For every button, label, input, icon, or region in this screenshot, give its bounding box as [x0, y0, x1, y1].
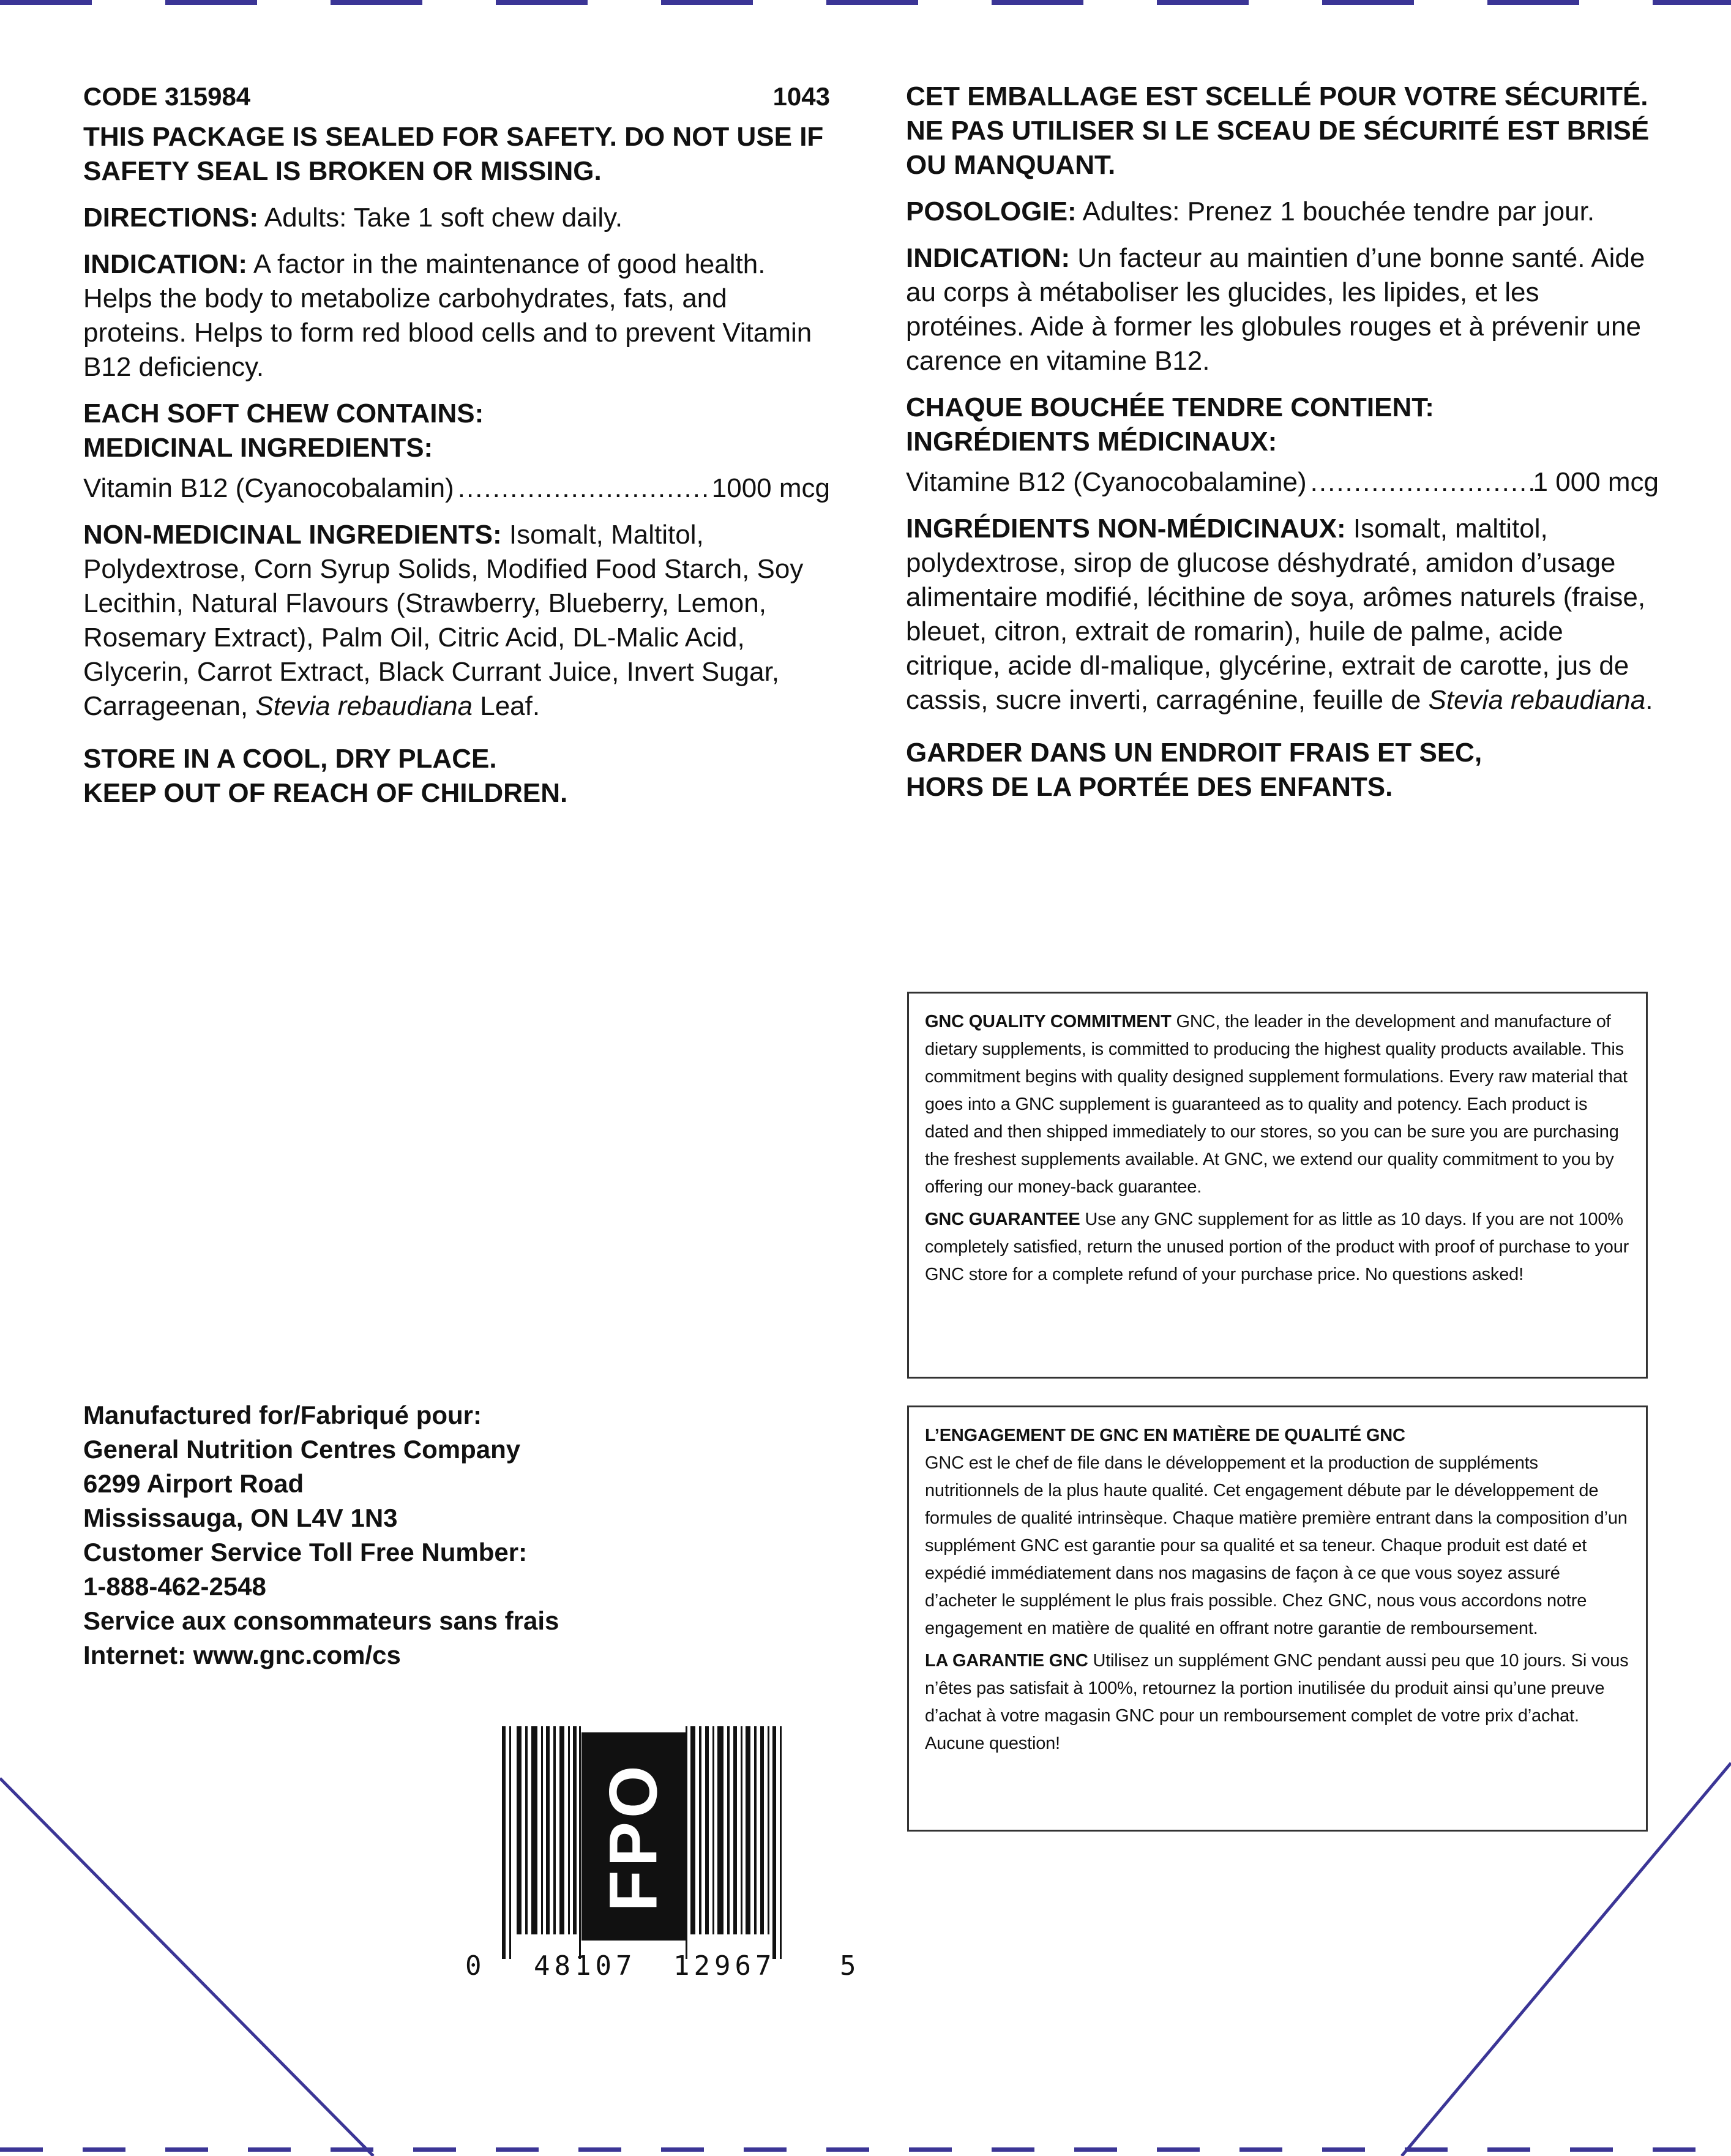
- barcode-digit-last: 5: [840, 1950, 856, 1982]
- directions: [83, 201, 830, 235]
- directions-text-fr: Adultes: Prenez 1 bouchée tendre par jour.: [1076, 197, 1595, 226]
- leader-dots-fr: [1307, 465, 1533, 500]
- nonmed-text: Isomalt, Maltitol, Polydextrose, Corn Syrup Solids, Modified Food Starch, Soy Lecithin, Natural Flavours (Strawberry, Blueberry, Lemon, Rosemary Extract), Palm Oil, Citric Acid, DL-Malic Acid, Glycerin, Carrot Extract, Black Currant Juice, Invert Sugar, Carrageenan,: [83, 520, 804, 721]
- fpo-label: FPO: [596, 1761, 671, 1912]
- each-contains-heading: EACH SOFT CHEW CONTAINS:: [83, 399, 484, 429]
- each-contains-heading-fr: CHAQUE BOUCHÉE TENDRE CONTIENT:: [906, 392, 1434, 422]
- safety-warning: THIS PACKAGE IS SEALED FOR SAFETY. DO NOT USE IF SAFETY SEAL IS BROKEN OR MISSING.: [83, 122, 824, 186]
- barcode-digits-right: 12967: [673, 1950, 776, 1982]
- product-code: CODE 315984: [83, 82, 251, 111]
- storage-warning-fr: [906, 736, 1659, 804]
- commitment-paragraph: [925, 1008, 1630, 1201]
- mfr-line-7: Service aux consommateurs sans frais: [83, 1606, 559, 1635]
- directions-label: DIRECTIONS:: [83, 203, 258, 233]
- guarantee-text-fr: Utilisez un supplément GNC pendant aussi peu que 10 jours. Si vous n’êtes pas satisfait à 100%, retournez la portion inutilisée du produit ainsi qu’une preuve d’achat à votre magasin GNC pour un remboursement complet de votre prix d’achat. Aucune question!: [925, 1651, 1629, 1753]
- commitment-text-fr: GNC est le chef de file dans le développement et la production de suppléments nutritionnels de la plus haute qualité. Cet engagement débute par le développement de formules de qualité intrinsèque. Chaque matière première entrant dans la composition d’un supplément GNC est garantie pour sa qualité et sa teneur. Chaque produit est daté et expédié immédiatement dans nos magasins de façon à ce que vous soyez assuré d’acheter le supplément le plus frais possible. Chez GNC, nous vous accordons notre engagement en matière de qualité en offrant notre garantie de remboursement.: [925, 1453, 1628, 1638]
- non-medicinal-ingredients-fr: [906, 512, 1659, 717]
- indication-text-fr: Un facteur au maintien d’une bonne santé. Aide au corps à métaboliser les glucides, les lipides, et les protéines. Aide à former les globules rouges et à prévenir une carence en vitamine B12.: [906, 243, 1645, 376]
- storage-line-2: KEEP OUT OF REACH OF CHILDREN.: [83, 778, 568, 808]
- mfr-line-8: Internet: www.gnc.com/cs: [83, 1641, 401, 1669]
- mfr-line-4: Mississauga, ON L4V 1N3: [83, 1503, 398, 1532]
- directions-label-fr: POSOLOGIE:: [906, 197, 1077, 226]
- indication-fr: [906, 241, 1659, 378]
- nonmed-label-fr: INGRÉDIENTS NON-MÉDICINAUX:: [906, 514, 1346, 544]
- mfr-line-5: Customer Service Toll Free Number:: [83, 1538, 528, 1566]
- guarantee-label-fr: LA GARANTIE GNC: [925, 1651, 1088, 1671]
- storage-line-1-fr: GARDER DANS UN ENDROIT FRAIS ET SEC,: [906, 738, 1482, 768]
- medicinal-heading-fr: INGRÉDIENTS MÉDICINAUX:: [906, 427, 1277, 457]
- nonmed-label: NON-MEDICINAL INGREDIENTS:: [83, 520, 502, 550]
- safety-warning-fr: CET EMBALLAGE EST SCELLÉ POUR VOTRE SÉCURITÉ. NE PAS UTILISER SI LE SCEAU DE SÉCURITÉ EST BRISÉ OU MANQUANT.: [906, 81, 1650, 180]
- storage-line-1: STORE IN A COOL, DRY PLACE.: [83, 744, 497, 774]
- barcode-digit-first: 0: [465, 1950, 482, 1982]
- code-row: [83, 80, 830, 114]
- mfr-line-3: 6299 Airport Road: [83, 1469, 304, 1498]
- quality-commitment-box-en: [907, 992, 1648, 1379]
- commitment-text: GNC, the leader in the development and manufacture of dietary supplements, is committed to producing the highest quality products available. This commitment begins with quality designed supplement formulations. Every raw material that goes into a GNC supplement is guaranteed as to quality and potency. Each product is dated and then shipped immediately to our stores, so you can be sure you are purchasing the freshest supplements available. At GNC, we extend our quality commitment to you by offering our money-back guarantee.: [925, 1012, 1628, 1197]
- mfr-line-2: General Nutrition Centres Company: [83, 1435, 521, 1464]
- nonmed-italic: Stevia rebaudiana: [255, 691, 473, 721]
- nonmed-italic-fr: Stevia rebaudiana: [1428, 685, 1646, 715]
- medicinal-name: Vitamin B12 (Cyanocobalamin): [83, 473, 454, 503]
- code-number: 1043: [772, 82, 830, 111]
- nonmed-end: Leaf.: [473, 691, 540, 721]
- medicinal-name-fr: Vitamine B12 (Cyanocobalamine): [906, 467, 1307, 497]
- commitment-label: GNC QUALITY COMMITMENT: [925, 1012, 1172, 1031]
- leader-dots: [454, 471, 712, 506]
- barcode-digits-left: 48107: [534, 1950, 637, 1982]
- indication-label: INDICATION:: [83, 249, 248, 279]
- nonmed-text-fr: Isomalt, maltitol, polydextrose, sirop de glucose déshydraté, amidon d’usage alimentaire modifié, lécithine de soya, arômes naturels (fraise, bleuet, citron, extrait de romarin), huile de palme, acide citrique, acide dl-malique, glycérine, extrait de carotte, jus de cassis, sucre inverti, carragénine, feuille de: [906, 514, 1646, 715]
- medicinal-ingredient-line-fr: [906, 465, 1659, 500]
- commitment-paragraph-fr: [925, 1422, 1630, 1642]
- indication-text: A factor in the maintenance of good health. Helps the body to metabolize carbohydrates, fats, and proteins. Helps to form red blood cells and to prevent Vitamin B12 deficiency.: [83, 249, 812, 382]
- medicinal-amount: 1000 mcg: [711, 473, 830, 503]
- nonmed-end-fr: .: [1645, 685, 1653, 715]
- guarantee-paragraph-fr: [925, 1647, 1630, 1757]
- storage-warning: [83, 742, 830, 810]
- mfr-line-6: 1-888-462-2548: [83, 1572, 266, 1601]
- directions-text: Adults: Take 1 soft chew daily.: [258, 203, 623, 233]
- indication: [83, 247, 830, 384]
- fpo-placeholder: [581, 1732, 686, 1941]
- commitment-label-fr: L’ENGAGEMENT DE GNC EN MATIÈRE DE QUALITÉ GNC: [925, 1426, 1405, 1445]
- english-column: [83, 80, 830, 810]
- mfr-line-1: Manufactured for/Fabriqué pour:: [83, 1401, 482, 1429]
- medicinal-amount-fr: 1 000 mcg: [1533, 467, 1659, 497]
- manufacturer-info: [83, 1398, 818, 1672]
- directions-fr: [906, 195, 1659, 229]
- indication-label-fr: INDICATION:: [906, 243, 1071, 273]
- guarantee-label: GNC GUARANTEE: [925, 1210, 1080, 1229]
- quality-commitment-box-fr: [907, 1406, 1648, 1832]
- guarantee-text: Use any GNC supplement for as little as 10 days. If you are not 100% completely satisfied, return the unused portion of the product with proof of purchase to your GNC store for a complete refund of your purchase price. No questions asked!: [925, 1210, 1629, 1284]
- non-medicinal-ingredients: [83, 518, 830, 724]
- guarantee-paragraph: [925, 1206, 1630, 1289]
- medicinal-heading: MEDICINAL INGREDIENTS:: [83, 433, 433, 463]
- storage-line-2-fr: HORS DE LA PORTÉE DES ENFANTS.: [906, 772, 1393, 802]
- french-column: [906, 80, 1659, 804]
- medicinal-ingredient-line: [83, 471, 830, 506]
